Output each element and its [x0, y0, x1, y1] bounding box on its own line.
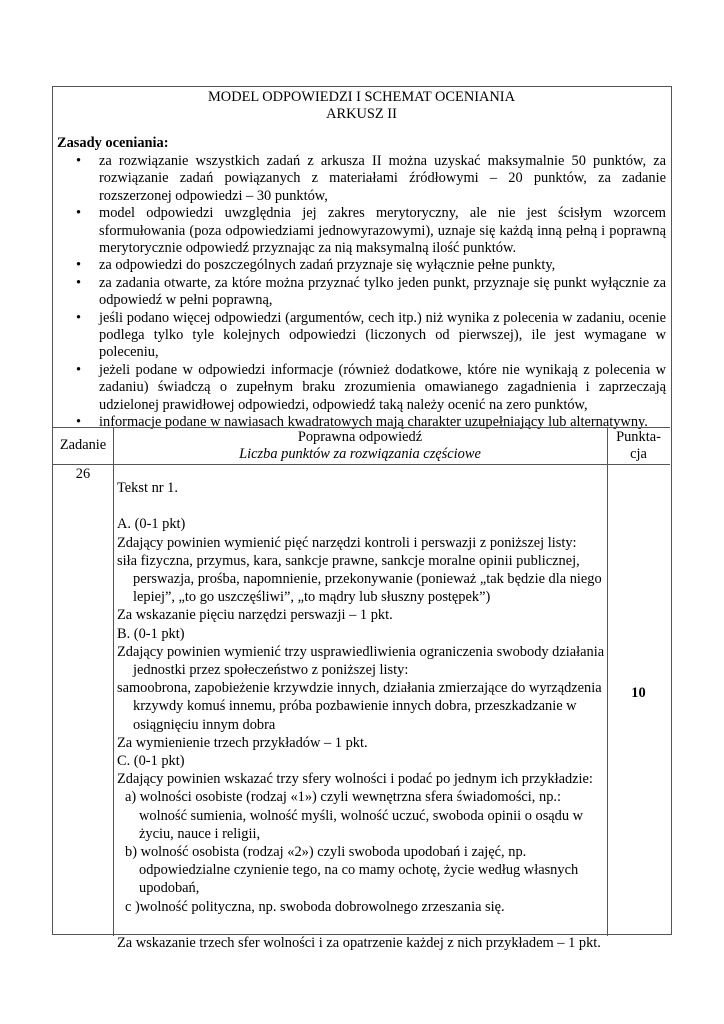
rule-item: • informacje podane w nawiasach kwadratowych mają charakter uzupełniający lub alternatywny.: [53, 414, 670, 431]
column-header-points-line2: cja: [630, 446, 647, 462]
text-line: Za wskazanie pięciu narzędzi perswazji – 1 pkt.: [117, 607, 393, 624]
text-line: samoobrona, zapobieżenie krzywdzie innych, działania zmierzające do wyrządzenia krzywdy komuś innemu, próba pozbawienie innych dobra, przeszkadzanie w osiągnięciu innym dobra: [117, 680, 602, 733]
task-answer-content: [117, 479, 607, 952]
divider: [53, 427, 670, 428]
text-line: Za wskazanie trzech sfer wolności i za opatrzenie każdej z nich przykładem – 1 pkt.: [117, 935, 601, 952]
header-section: [53, 87, 670, 431]
rule-item: • za zadania otwarte, za które można przyznać tylko jeden punkt, przyznaje się punkt wyłącznie za odpowiedź w pełni poprawną,: [53, 275, 670, 310]
answer-key-table: [52, 86, 672, 952]
text-line: Tekst nr 1.: [117, 480, 178, 496]
text-line: Zdający powinien wymienić trzy usprawiedliwienia ograniczenia swobody działania jednostki przez społeczeństwo z poniższej listy:: [117, 643, 605, 679]
rule-item: • jeżeli podane w odpowiedzi informacje (również dodatkowe, które nie wynikają z polecenia w zadaniu) świadczą o zupełnym braku zrozumienia omawianego zagadnienia i zaprzeczają udzielonej prawidłowej odpowiedzi, odpowiedź taką należy ocenić na zero punktów,: [53, 362, 670, 414]
column-divider: [113, 427, 114, 936]
column-header-points: [607, 429, 670, 463]
rule-item: • model odpowiedzi uwzględnia jej zakres merytoryczny, ale nie jest ścisłym wzorcem sformułowania (poza odpowiedziami jednowyrazowymi), uznaje się każdą inną pełną i poprawną merytorycznie odpowiedź przyznając za nią maksymalną ilość punktów.: [53, 205, 670, 257]
task-number: 26: [75, 466, 91, 482]
column-header-answer-line1: Poprawna odpowiedź: [297, 429, 423, 445]
column-divider: [607, 427, 608, 936]
column-header-answer: [113, 429, 607, 463]
column-header-points-line1: Punkta-: [616, 429, 661, 445]
text-line: b) wolność osobista (rodzaj «2») czyli swoboda upodobań i zajęć, np. odpowiedzialne czynienie tego, na co mamy ochotę, życie według własnych upodobań,: [125, 844, 579, 897]
rule-item: • jeśli podano więcej odpowiedzi (argumentów, cech itp.) niż wynika z polecenia w zadaniu, ocenie podlega tylko tyle kolejnych odpowiedzi (liczonych od pierwszej), ile jest wymagane w poleceniu,: [53, 310, 670, 362]
column-header-task: Zadanie: [59, 437, 107, 453]
text-line: c )wolność polityczna, np. swoboda dobrowolnego zrzeszania się.: [125, 898, 505, 915]
title-line-2: ARKUSZ II: [326, 106, 397, 122]
text-line: siła fizyczna, przymus, kara, sankcje prawne, sankcje moralne opinii publicznej, perswazja, prośba, napomnienie, przekonywanie (ponieważ „tak będzie dla niego lepiej”, „to go uszczęśliwi”, „to mądry lub słuszny postępek”): [117, 552, 602, 606]
text-line: C. (0-1 pkt): [117, 753, 185, 770]
text-line: a) wolności osobiste (rodzaj «1») czyli wewnętrzna sfera świadomości, np.: wolność sumienia, wolność myśli, wolność uczuć, swoboda opinii o osądu w życiu, nauce i religii,: [125, 789, 584, 842]
text-line: Zdający powinien wymienić pięć narzędzi kontroli i perswazji z poniższej listy:: [117, 534, 577, 551]
text-line: A. (0-1 pkt): [117, 516, 186, 533]
text-line: B. (0-1 pkt): [117, 625, 185, 642]
task-points: 10: [631, 685, 646, 701]
title-line-1: MODEL ODPOWIEDZI I SCHEMAT OCENIANIA: [208, 89, 515, 105]
text-line: Za wymienienie trzech przykładów – 1 pkt.: [117, 734, 368, 751]
rules-list: [53, 153, 670, 432]
divider: [53, 464, 670, 465]
text-line: Zdający powinien wskazać trzy sfery wolności i podać po jednym ich przykładzie:: [117, 771, 593, 788]
rule-item: • za rozwiązanie wszystkich zadań z arkusza II można uzyskać maksymalnie 50 punktów, za rozwiązanie zadań powiązanych z materiałami źródłowymi – 20 punktów, za zadanie rozszerzonej odpowiedzi – 30 punktów,: [53, 153, 670, 205]
rule-item: • za odpowiedzi do poszczególnych zadań przyznaje się wyłącznie pełne punkty,: [53, 257, 670, 274]
column-header-answer-line2: Liczba punktów za rozwiązania częściowe: [239, 446, 481, 462]
rules-heading: Zasady oceniania:: [57, 135, 169, 151]
